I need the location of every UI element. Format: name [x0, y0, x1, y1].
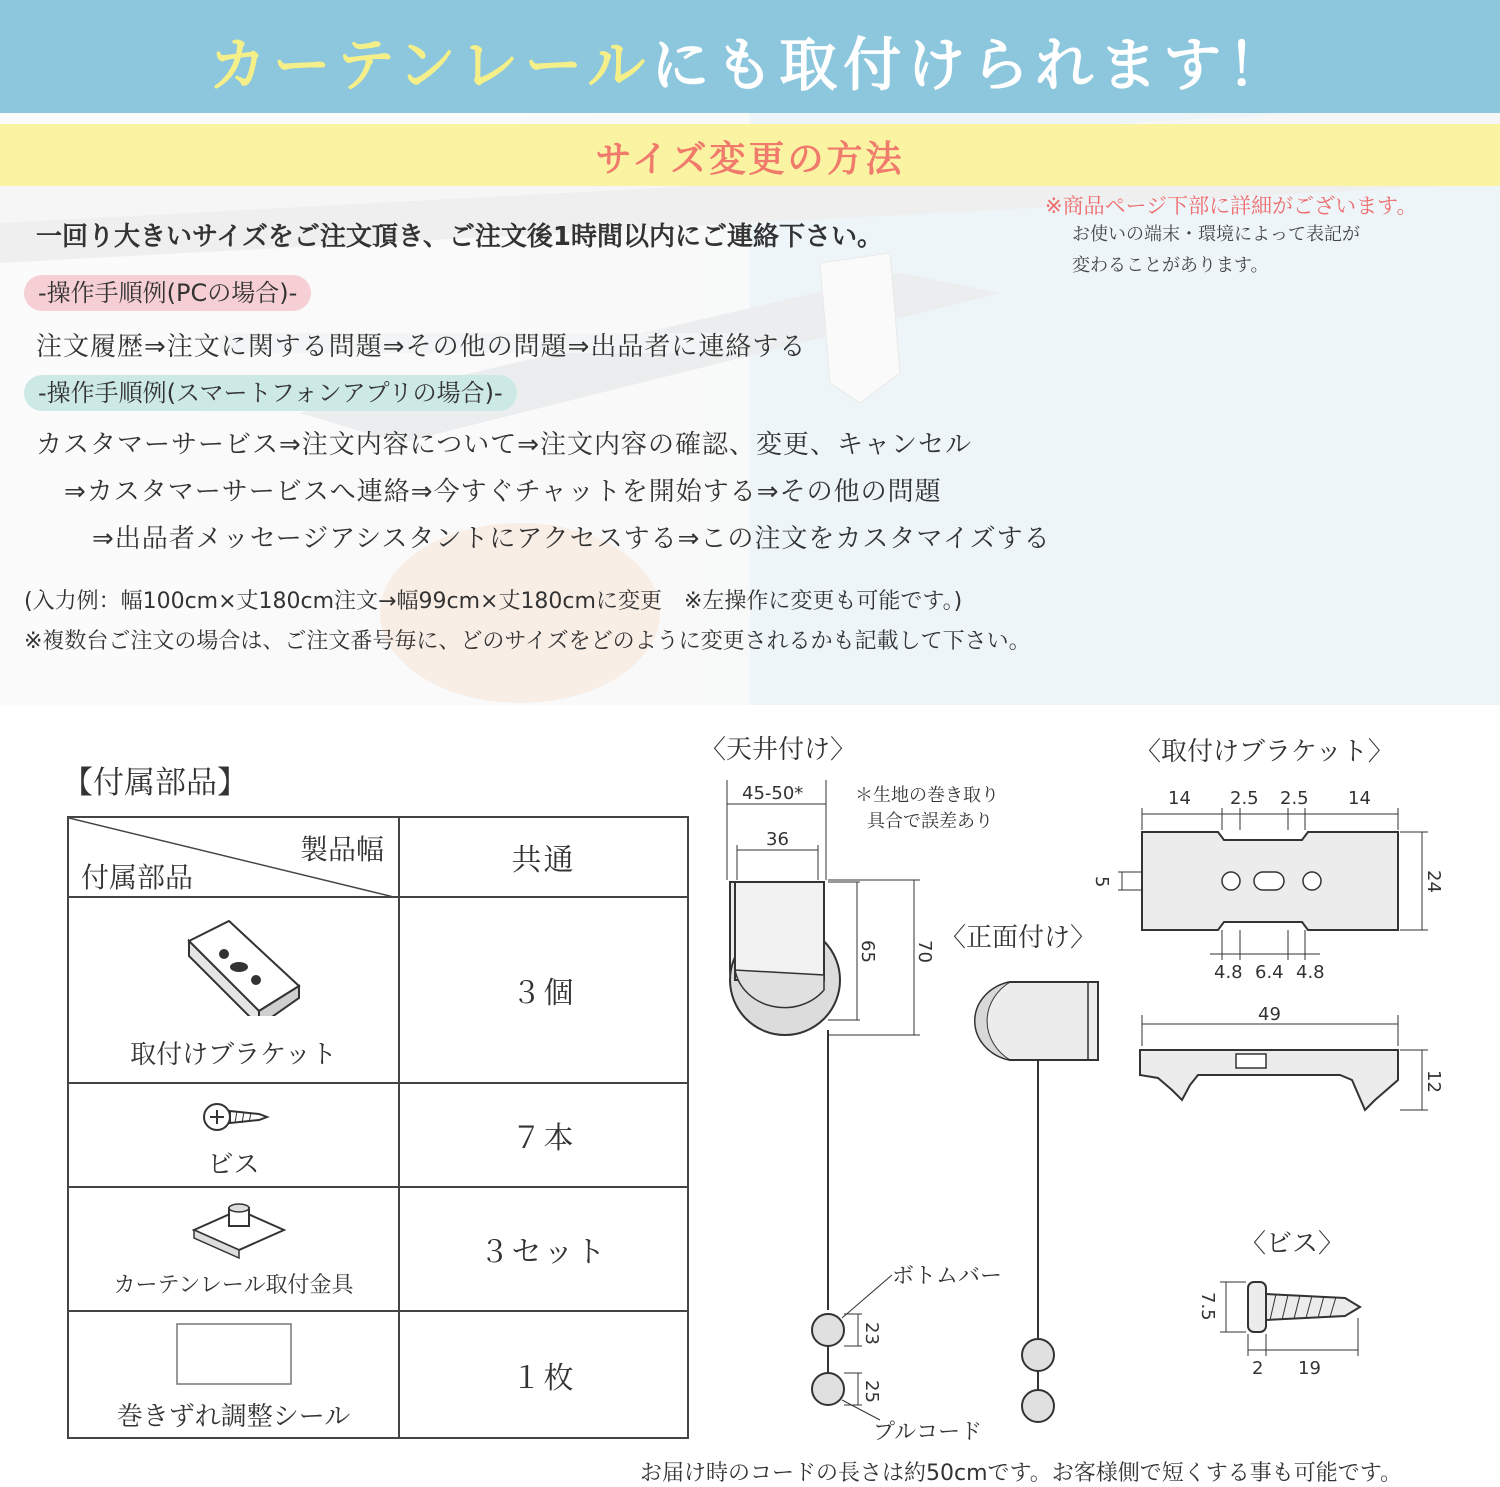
dim-4-8b: 4.8	[1296, 962, 1325, 983]
dim-screw-dia: 7.5	[1197, 1292, 1218, 1321]
screw-icon	[201, 1098, 271, 1136]
table-row	[68, 897, 688, 1083]
size-change-intro: 一回り大きいサイズをご注文頂き、ご注文後1時間以内にご連絡下さい。	[36, 222, 883, 252]
dim-height-65: 65	[857, 940, 878, 963]
front-mount-label: 〈正面付け〉	[940, 923, 1097, 953]
screw-label: 〈ビス〉	[1240, 1229, 1345, 1259]
dim-height-70: 70	[914, 940, 935, 963]
cord-length-note: お届け時のコードの長さは約50cmです。お客様側で短くする事も可能です。	[640, 1461, 1403, 1486]
part-cell-seal	[68, 1311, 399, 1438]
part-name: ビス	[207, 1150, 260, 1180]
dim-bottom-23: 23	[861, 1322, 882, 1345]
dim-14b: 14	[1348, 788, 1371, 809]
details-note: ※商品ページ下部に詳細がございます。	[1045, 194, 1418, 218]
dim-5: 5	[1091, 876, 1112, 888]
smartphone-step-2: ⇒カスタマーサービスへ連絡⇒今すぐチャットを開始する⇒その他の問題	[64, 477, 942, 507]
table-row	[68, 1311, 688, 1438]
dim-outer-width: 45-50*	[742, 783, 804, 804]
ceiling-note-2: 具合で誤差あり	[867, 811, 993, 832]
pull-cord-label: プルコード	[873, 1420, 983, 1445]
banner-title	[0, 18, 1500, 102]
ceiling-mount-diagram	[700, 770, 940, 1450]
dim-bottom-25: 25	[861, 1380, 882, 1403]
screw-diagram	[1190, 1270, 1380, 1390]
header-product-width: 製品幅	[299, 833, 384, 866]
dim-inner-width: 36	[766, 829, 789, 850]
smartphone-steps-label: -操作手順例(スマートフォンアプリの場合)-	[24, 375, 517, 411]
input-example: (入力例：幅100cm×丈180cm注文→幅99cm×丈180cmに変更 ※左操作に変更も可能です。)	[24, 589, 963, 614]
dim-4-8a: 4.8	[1214, 962, 1243, 983]
front-mount-diagram	[950, 970, 1110, 1440]
dim-49: 49	[1258, 1004, 1281, 1025]
part-cell-screw	[68, 1083, 399, 1187]
dim-6-4: 6.4	[1255, 962, 1284, 983]
multiple-order-note: ※複数台ご注文の場合は、ご注文番号毎に、どのサイズをどのように変更されるかも記載して下さい。	[24, 629, 1031, 654]
pc-steps: 注文履歴⇒注文に関する問題⇒その他の問題⇒出品者に連絡する	[36, 332, 807, 362]
dim-screw-head: 2	[1252, 1358, 1264, 1379]
environment-note-1: お使いの端末・環境によって表記が	[1072, 224, 1360, 245]
pc-steps-label: -操作手順例(PCの場合)-	[24, 275, 311, 311]
part-cell-bracket	[68, 897, 399, 1083]
parts-title: 【付属部品】	[62, 765, 248, 801]
part-name: 巻きずれ調整シール	[116, 1402, 351, 1432]
smartphone-step-3: ⇒出品者メッセージアシスタントにアクセスする⇒この注文をカスタマイズする	[92, 524, 1051, 554]
bracket-diagram	[1090, 780, 1450, 1140]
dim-2-5a: 2.5	[1230, 788, 1259, 809]
part-name: 取付けブラケット	[130, 1040, 337, 1070]
dim-12: 12	[1423, 1070, 1444, 1093]
banner-rest: にも取付けられます！	[651, 31, 1292, 99]
header-parts: 付属部品	[81, 861, 194, 894]
size-change-title: サイズ変更の方法	[595, 139, 905, 180]
ceiling-note-1: ＊生地の巻き取り	[855, 785, 999, 806]
table-row	[68, 817, 688, 897]
parts-table	[67, 816, 689, 1439]
banner-highlight: カーテンレール	[208, 31, 652, 99]
part-name: カーテンレール取付金具	[113, 1273, 354, 1298]
bracket-icon	[174, 916, 304, 1016]
ceiling-mount-label: 〈天井付け〉	[700, 735, 857, 765]
part-cell-rail-fitting	[68, 1187, 399, 1311]
header-common: 共通	[399, 817, 688, 897]
bottom-bar-label: ボトムバー	[892, 1264, 1003, 1289]
smartphone-step-1: カスタマーサービス⇒注文内容について⇒注文内容の確認、変更、キャンセル	[36, 430, 973, 460]
dim-screw-shaft: 19	[1298, 1358, 1321, 1379]
environment-note-2: 変わることがあります。	[1072, 255, 1269, 276]
seal-icon	[175, 1322, 295, 1388]
part-qty: １枚	[399, 1311, 688, 1438]
bracket-label: 〈取付けブラケット〉	[1135, 737, 1394, 767]
table-row	[68, 1083, 688, 1187]
dim-14a: 14	[1168, 788, 1191, 809]
table-row	[68, 1187, 688, 1311]
dim-24: 24	[1423, 870, 1444, 893]
rail-fitting-icon	[189, 1200, 289, 1260]
dim-2-5b: 2.5	[1280, 788, 1309, 809]
part-qty: ３個	[399, 897, 688, 1083]
header-cell-diagonal	[68, 817, 399, 897]
part-qty: ３セット	[399, 1187, 688, 1311]
part-qty: ７本	[399, 1083, 688, 1187]
